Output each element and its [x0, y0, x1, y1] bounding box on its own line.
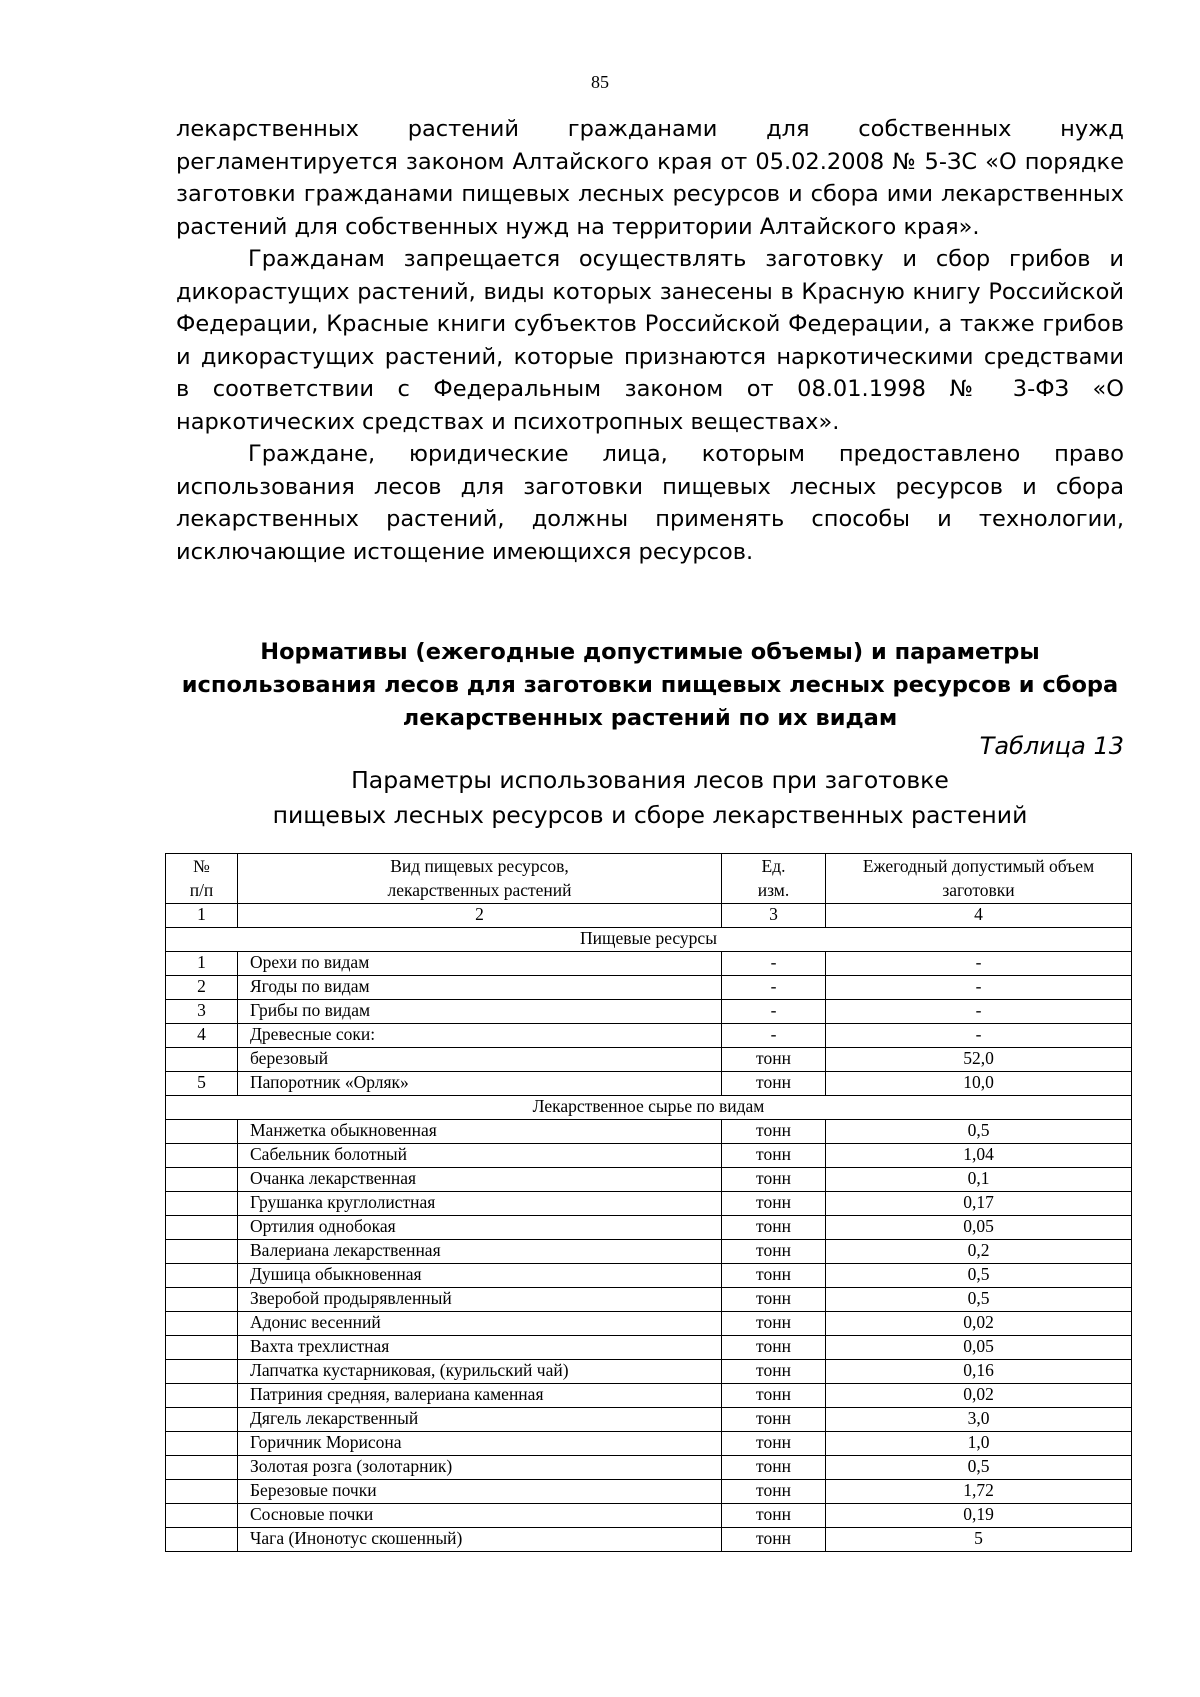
row-name-cell: Березовые почки — [238, 1480, 722, 1504]
row-value-cell: 3,0 — [826, 1408, 1132, 1432]
row-name-cell: Душица обыкновенная — [238, 1264, 722, 1288]
row-name-cell: Грушанка круглолистная — [238, 1192, 722, 1216]
row-value-cell: 1,0 — [826, 1432, 1132, 1456]
table-header — [166, 854, 1132, 904]
table-row — [166, 1504, 1132, 1528]
row-name-cell: Ортилия однобокая — [238, 1216, 722, 1240]
header-value-line-2: заготовки — [942, 880, 1015, 900]
section-row-food — [166, 928, 1132, 952]
header-num — [166, 854, 238, 904]
row-name-cell: Лапчатка кустарниковая, (курильский чай) — [238, 1360, 722, 1384]
table-row — [166, 1048, 1132, 1072]
table-label: Таблица 13 — [979, 732, 1124, 760]
row-value-cell: 0,5 — [826, 1120, 1132, 1144]
row-value-cell: 0,17 — [826, 1192, 1132, 1216]
row-name-cell: Горичник Морисона — [238, 1432, 722, 1456]
table-row — [166, 976, 1132, 1000]
row-value-cell: - — [826, 952, 1132, 976]
section-title: Нормативы (ежегодные допустимые объемы) и параметры использования лесов для заготовки пищевых лесных ресурсов и сбора лекарственных растений по их видам — [181, 639, 1119, 731]
row-unit-cell: тонн — [722, 1120, 826, 1144]
row-name-cell: Очанка лекарственная — [238, 1168, 722, 1192]
row-num-cell — [166, 1240, 238, 1264]
row-unit-cell: - — [722, 952, 826, 976]
column-number-3: 3 — [722, 904, 826, 928]
row-value-cell: - — [826, 1000, 1132, 1024]
table-row — [166, 952, 1132, 976]
table-row — [166, 1312, 1132, 1336]
row-value-cell: - — [826, 1024, 1132, 1048]
row-name-cell: Вахта трехлистная — [238, 1336, 722, 1360]
row-unit-cell: тонн — [722, 1192, 826, 1216]
paragraph-2: Гражданам запрещается осуществлять заготовку и сбор грибов и дикорастущих растений, виды которых занесены в Красную книгу Российской Федерации, Красные книги субъектов Российской Федерации, а также грибов и дикорастущих растений, которые признаются наркотическими средствами в соответствии с Федеральным законом от 08.01.1998 № 3-ФЗ «О наркотических средствах и психотропных веществах». — [176, 246, 1124, 435]
header-num-line-2: п/п — [189, 880, 214, 900]
table-caption-line-2: пищевых лесных ресурсов и сборе лекарственных растений — [272, 801, 1028, 829]
row-unit-cell: тонн — [722, 1144, 826, 1168]
row-value-cell: - — [826, 976, 1132, 1000]
header-name-line-2: лекарственных растений — [387, 880, 572, 900]
row-name-cell: Грибы по видам — [238, 1000, 722, 1024]
header-unit-line-2: изм. — [757, 880, 790, 900]
row-num-cell — [166, 1048, 238, 1072]
row-num-cell — [166, 1336, 238, 1360]
row-num-cell — [166, 1144, 238, 1168]
row-unit-cell: тонн — [722, 1504, 826, 1528]
table-row — [166, 1456, 1132, 1480]
body-text — [176, 113, 1124, 568]
table-row — [166, 1192, 1132, 1216]
row-value-cell: 0,16 — [826, 1360, 1132, 1384]
row-name-cell: Сосновые почки — [238, 1504, 722, 1528]
section-row-medicinal — [166, 1096, 1132, 1120]
row-name-cell: Манжетка обыкновенная — [238, 1120, 722, 1144]
table-row — [166, 1360, 1132, 1384]
row-unit-cell: тонн — [722, 1384, 826, 1408]
row-unit-cell: тонн — [722, 1264, 826, 1288]
row-unit-cell: тонн — [722, 1432, 826, 1456]
column-number-row — [166, 904, 1132, 928]
row-num-cell — [166, 1504, 238, 1528]
row-num-cell — [166, 1384, 238, 1408]
row-num-cell — [166, 1312, 238, 1336]
row-value-cell: 52,0 — [826, 1048, 1132, 1072]
row-value-cell: 10,0 — [826, 1072, 1132, 1096]
row-value-cell: 0,02 — [826, 1384, 1132, 1408]
paragraph-1: лекарственных растений гражданами для собственных нужд регламентируется законом Алтайского края от 05.02.2008 № 5-ЗС «О порядке заготовки гражданами пищевых лесных ресурсов и сбора ими лекарственных растений для собственных нужд на территории Алтайского края». — [176, 116, 1124, 240]
resources-table — [165, 853, 1132, 1552]
table-body — [166, 904, 1132, 1552]
row-unit-cell: - — [722, 1000, 826, 1024]
row-value-cell: 1,72 — [826, 1480, 1132, 1504]
section-food-label: Пищевые ресурсы — [166, 928, 1132, 952]
table-row — [166, 1168, 1132, 1192]
row-name-cell: Патриния средняя, валериана каменная — [238, 1384, 722, 1408]
table-row — [166, 1072, 1132, 1096]
table-row — [166, 1480, 1132, 1504]
header-name — [238, 854, 722, 904]
column-number-1: 1 — [166, 904, 238, 928]
table-caption-line-1: Параметры использования лесов при заготовке — [351, 766, 949, 794]
row-unit-cell: тонн — [722, 1408, 826, 1432]
table-row — [166, 1528, 1132, 1552]
row-unit-cell: тонн — [722, 1456, 826, 1480]
row-value-cell: 1,04 — [826, 1144, 1132, 1168]
table-row — [166, 1432, 1132, 1456]
row-num-cell — [166, 1168, 238, 1192]
row-name-cell: Золотая розга (золотарник) — [238, 1456, 722, 1480]
header-value — [826, 854, 1132, 904]
row-num-cell — [166, 1480, 238, 1504]
table-row — [166, 1264, 1132, 1288]
row-unit-cell: тонн — [722, 1216, 826, 1240]
row-num-cell — [166, 1216, 238, 1240]
table-row — [166, 1384, 1132, 1408]
table-row — [166, 1408, 1132, 1432]
table-row — [166, 1144, 1132, 1168]
row-name-cell: Древесные соки: — [238, 1024, 722, 1048]
row-value-cell: 0,5 — [826, 1288, 1132, 1312]
row-name-cell: Зверобой продырявленный — [238, 1288, 722, 1312]
header-num-line-1: № — [193, 856, 210, 876]
row-unit-cell: тонн — [722, 1528, 826, 1552]
row-value-cell: 0,5 — [826, 1456, 1132, 1480]
row-num-cell — [166, 1120, 238, 1144]
row-name-cell: березовый — [238, 1048, 722, 1072]
row-value-cell: 5 — [826, 1528, 1132, 1552]
row-unit-cell: тонн — [722, 1288, 826, 1312]
row-num-cell: 2 — [166, 976, 238, 1000]
section-medicinal-label: Лекарственное сырье по видам — [166, 1096, 1132, 1120]
row-unit-cell: тонн — [722, 1048, 826, 1072]
header-row — [166, 854, 1132, 904]
row-value-cell: 0,05 — [826, 1216, 1132, 1240]
row-unit-cell: тонн — [722, 1360, 826, 1384]
header-name-line-1: Вид пищевых ресурсов, — [390, 856, 569, 876]
row-num-cell — [166, 1192, 238, 1216]
row-name-cell: Чага (Инонотус скошенный) — [238, 1528, 722, 1552]
row-num-cell — [166, 1408, 238, 1432]
table-row — [166, 1024, 1132, 1048]
row-name-cell: Валериана лекарственная — [238, 1240, 722, 1264]
row-value-cell: 0,1 — [826, 1168, 1132, 1192]
header-unit-line-1: Ед. — [761, 856, 786, 876]
paragraph-3: Граждане, юридические лица, которым предоставлено право использования лесов для заготовки пищевых лесных ресурсов и сбора лекарственных растений, должны применять способы и технологии, исключающие истощение имеющихся ресурсов. — [176, 441, 1124, 565]
row-unit-cell: тонн — [722, 1336, 826, 1360]
row-num-cell — [166, 1360, 238, 1384]
table-caption — [176, 763, 1124, 833]
row-num-cell — [166, 1264, 238, 1288]
row-name-cell: Дягель лекарственный — [238, 1408, 722, 1432]
row-value-cell: 0,19 — [826, 1504, 1132, 1528]
row-unit-cell: тонн — [722, 1072, 826, 1096]
row-num-cell — [166, 1432, 238, 1456]
row-value-cell: 0,05 — [826, 1336, 1132, 1360]
row-unit-cell: тонн — [722, 1312, 826, 1336]
table-row — [166, 1000, 1132, 1024]
row-num-cell: 1 — [166, 952, 238, 976]
row-name-cell: Сабельник болотный — [238, 1144, 722, 1168]
row-unit-cell: тонн — [722, 1240, 826, 1264]
row-unit-cell: - — [722, 976, 826, 1000]
table-row — [166, 1240, 1132, 1264]
table-row — [166, 1288, 1132, 1312]
row-name-cell: Орехи по видам — [238, 952, 722, 976]
row-name-cell: Папоротник «Орляк» — [238, 1072, 722, 1096]
row-name-cell: Ягоды по видам — [238, 976, 722, 1000]
row-name-cell: Адонис весенний — [238, 1312, 722, 1336]
row-num-cell — [166, 1528, 238, 1552]
header-unit — [722, 854, 826, 904]
column-number-4: 4 — [826, 904, 1132, 928]
table-row — [166, 1120, 1132, 1144]
table-row — [166, 1336, 1132, 1360]
row-num-cell: 4 — [166, 1024, 238, 1048]
row-value-cell: 0,2 — [826, 1240, 1132, 1264]
table-row — [166, 1216, 1132, 1240]
row-num-cell — [166, 1456, 238, 1480]
header-value-line-1: Ежегодный допустимый объем — [862, 856, 1095, 876]
column-number-2: 2 — [238, 904, 722, 928]
row-unit-cell: - — [722, 1024, 826, 1048]
row-value-cell: 0,5 — [826, 1264, 1132, 1288]
row-num-cell: 3 — [166, 1000, 238, 1024]
row-unit-cell: тонн — [722, 1480, 826, 1504]
row-value-cell: 0,02 — [826, 1312, 1132, 1336]
row-num-cell — [166, 1288, 238, 1312]
row-unit-cell: тонн — [722, 1168, 826, 1192]
row-num-cell: 5 — [166, 1072, 238, 1096]
page-number: 85 — [591, 72, 609, 92]
